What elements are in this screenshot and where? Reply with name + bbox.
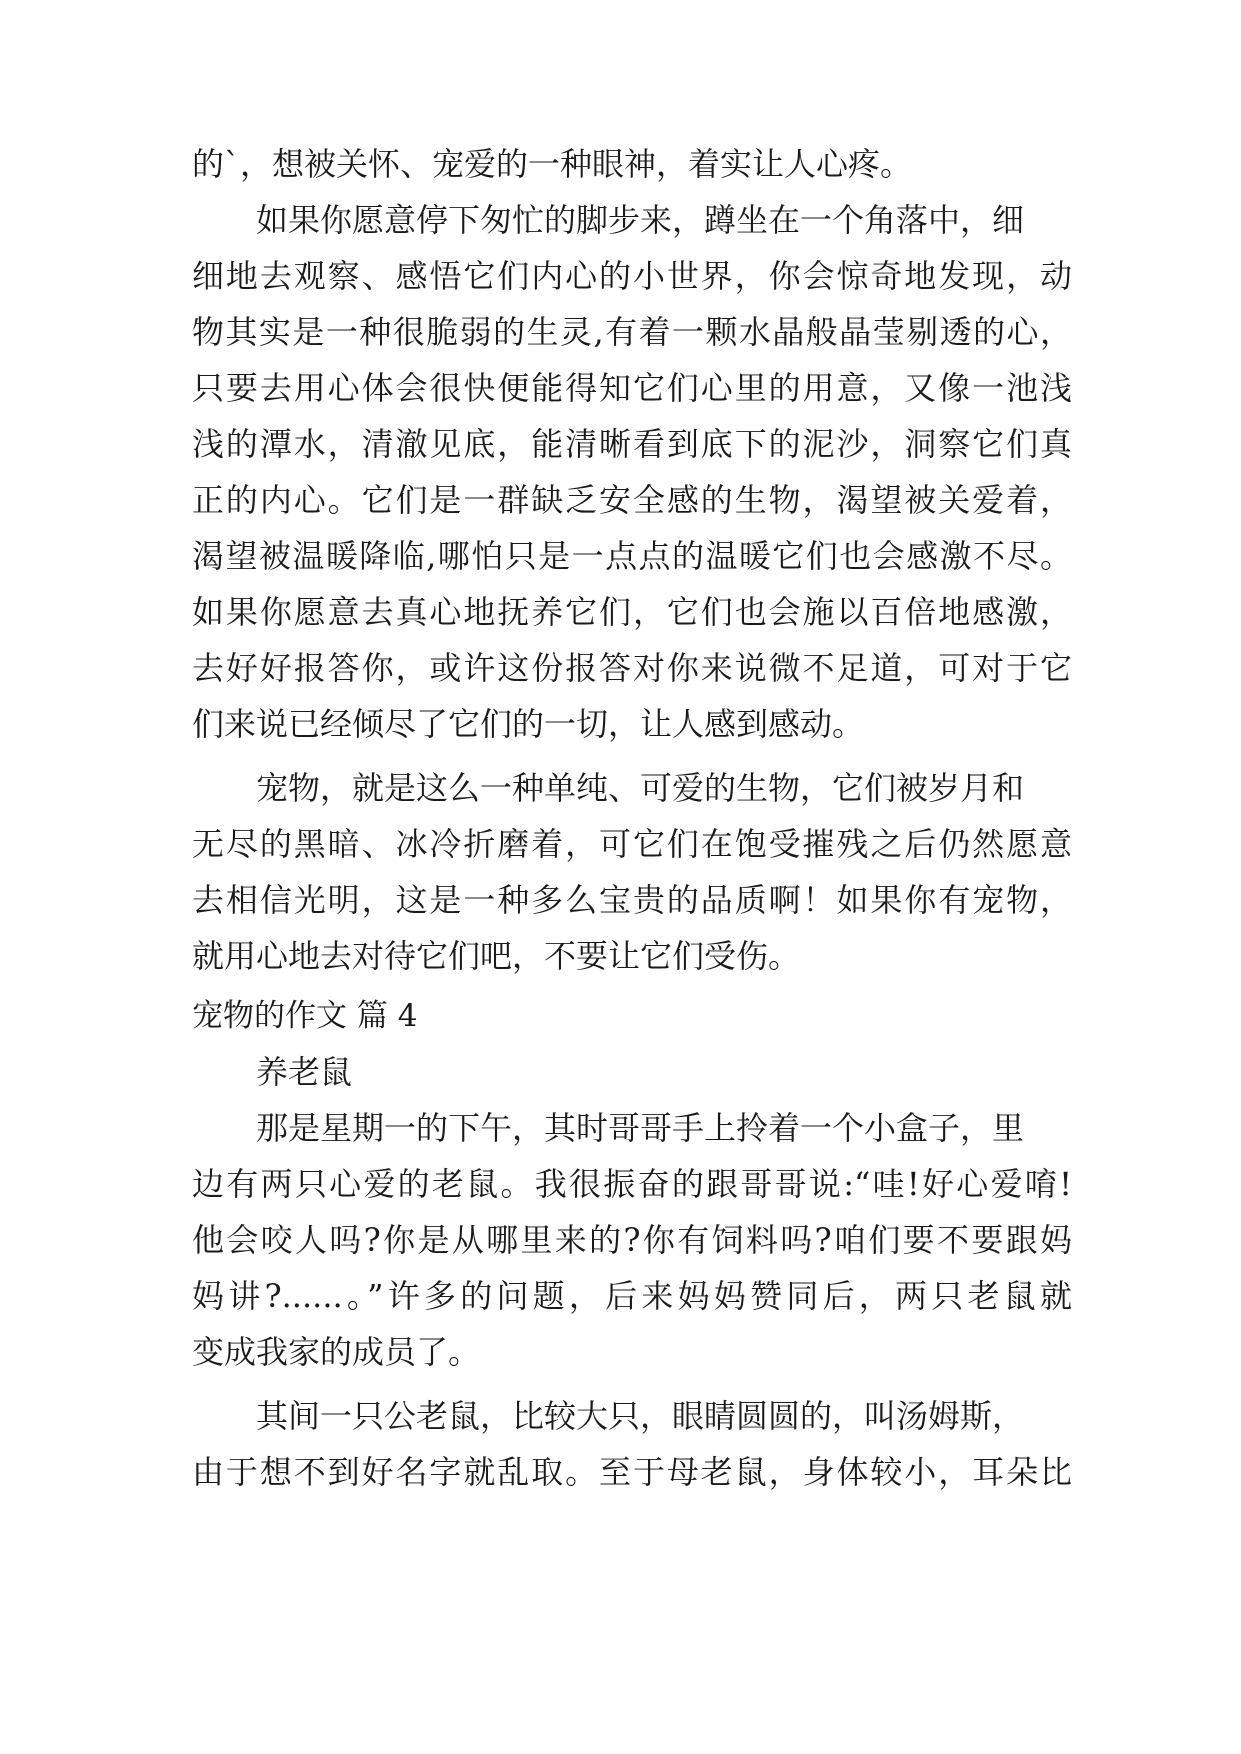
paragraph-3-line-2: 无尽的黑暗、冰冷折磨着，可它们在饱受摧残之后仍然愿意 bbox=[192, 825, 1072, 863]
paragraph-4-line-1: 那是星期一的下午，其时哥哥手上拎着一个小盒子，里 bbox=[256, 1109, 1025, 1147]
paragraph-5-line-2: 由于想不到好名字就乱取。至于母老鼠，身体较小，耳朵比 bbox=[192, 1453, 1072, 1491]
paragraph-4-line-2: 边有两只心爱的老鼠。我很振奋的跟哥哥说:“哇!好心爱唷! bbox=[192, 1165, 1072, 1203]
essay-title: 养老鼠 bbox=[256, 1053, 353, 1091]
paragraph-2-line-2: 细地去观察、感悟它们内心的小世界，你会惊奇地发现，动 bbox=[192, 257, 1072, 295]
paragraph-5-line-1: 其间一只公老鼠，比较大只，眼睛圆圆的，叫汤姆斯， bbox=[256, 1397, 1025, 1435]
paragraph-4-line-4: 妈讲?......。”许多的问题，后来妈妈赞同后，两只老鼠就 bbox=[192, 1277, 1072, 1315]
paragraph-3-line-1: 宠物，就是这么一种单纯、可爱的生物，它们被岁月和 bbox=[256, 769, 1025, 807]
section-heading: 宠物的作文 篇 4 bbox=[192, 998, 418, 1034]
paragraph-3-line-3: 去相信光明，这是一种多么宝贵的品质啊！如果你有宠物， bbox=[192, 881, 1072, 919]
paragraph-2-line-5: 浅的潭水，清澈见底，能清晰看到底下的泥沙，洞察它们真 bbox=[192, 425, 1072, 463]
paragraph-2-line-6: 正的内心。它们是一群缺乏安全感的生物，渴望被关爱着， bbox=[192, 481, 1072, 519]
paragraph-2-line-10: 们来说已经倾尽了它们的一切，让人感到感动。 bbox=[192, 705, 865, 743]
paragraph-4-line-5: 变成我家的成员了。 bbox=[192, 1333, 481, 1371]
paragraph-2-line-8: 如果你愿意去真心地抚养它们，它们也会施以百倍地感激， bbox=[192, 593, 1072, 631]
paragraph-2-line-1: 如果你愿意停下匆忙的脚步来，蹲坐在一个角落中，细 bbox=[256, 201, 1025, 239]
paragraph-2-line-3: 物其实是一种很脆弱的生灵,有着一颗水晶般晶莹剔透的心， bbox=[192, 313, 1072, 351]
paragraph-2-line-9: 去好好报答你，或许这份报答对你来说微不足道，可对于它 bbox=[192, 649, 1072, 687]
paragraph-1-line-1: 的`，想被关怀、宠爱的一种眼神，着实让人心疼。 bbox=[192, 145, 913, 183]
paragraph-2-line-4: 只要去用心体会很快便能得知它们心里的用意，又像一池浅 bbox=[192, 369, 1072, 407]
paragraph-4-line-3: 他会咬人吗?你是从哪里来的?你有饲料吗?咱们要不要跟妈 bbox=[192, 1221, 1072, 1259]
paragraph-3-line-4: 就用心地去对待它们吧，不要让它们受伤。 bbox=[192, 937, 801, 975]
paragraph-2-line-7: 渴望被温暖降临,哪怕只是一点点的温暖它们也会感激不尽。 bbox=[192, 537, 1072, 575]
